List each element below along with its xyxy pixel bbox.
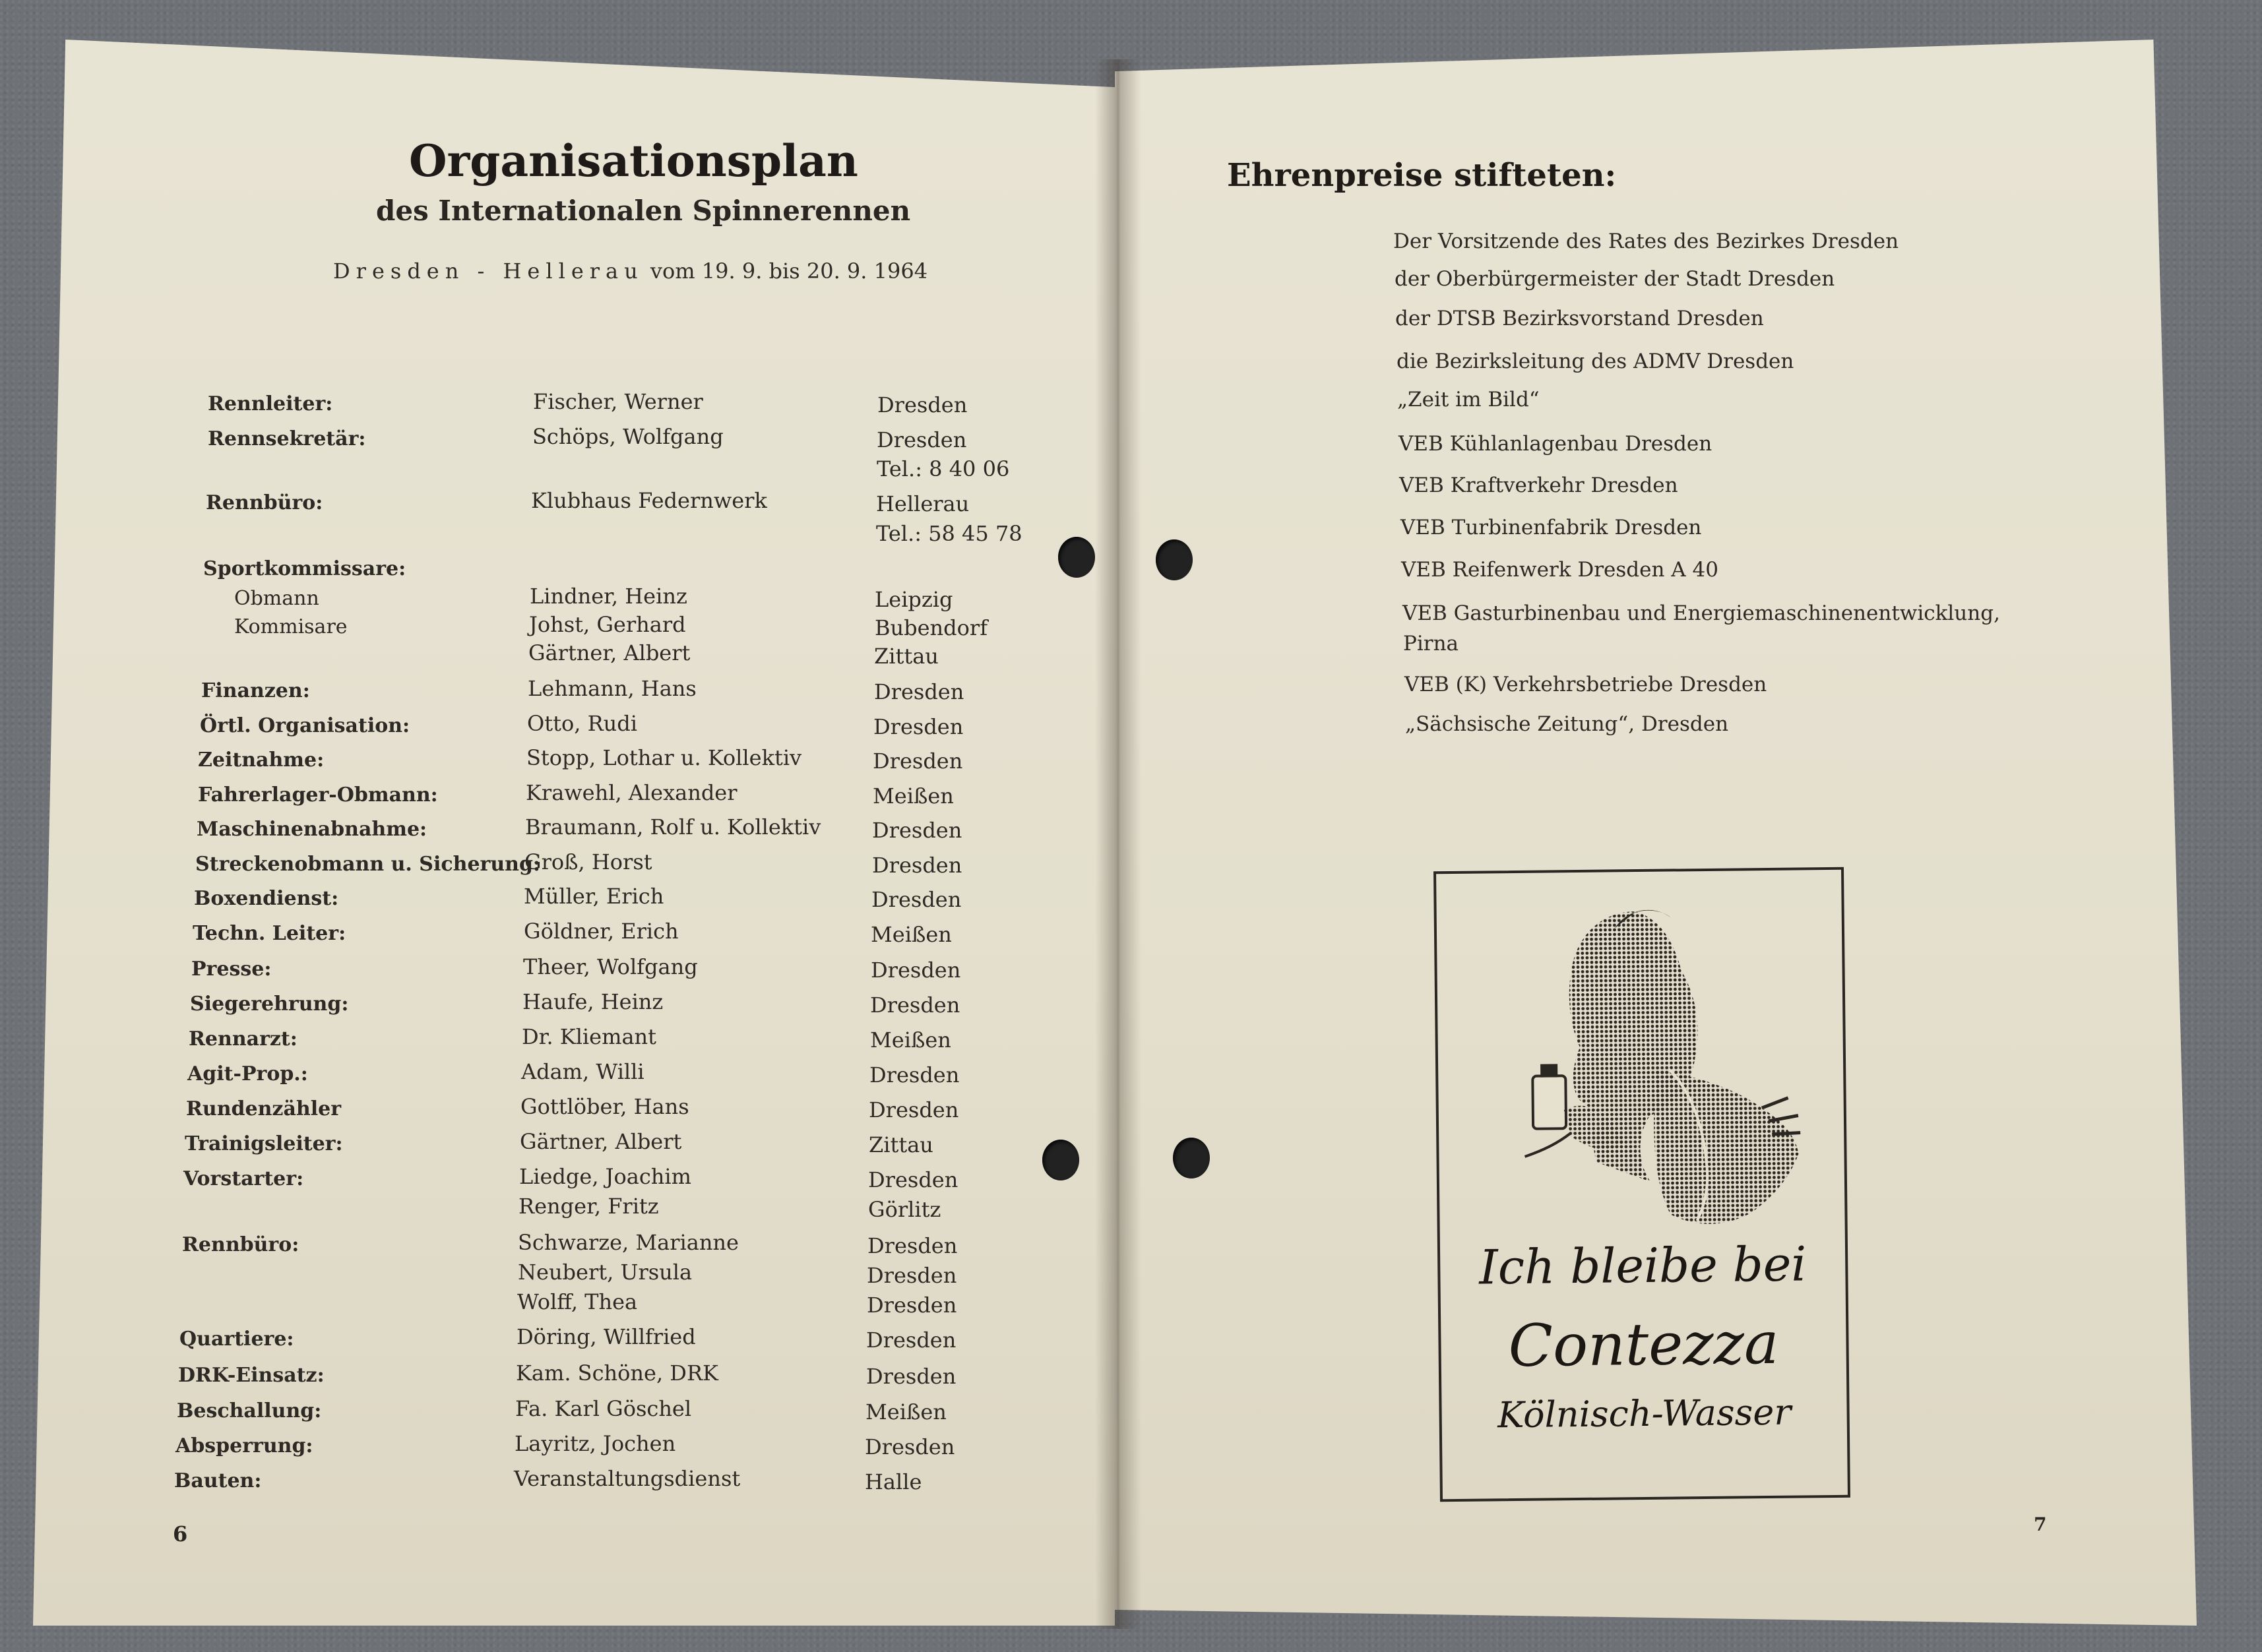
punch-hole [1173, 1138, 1210, 1178]
org-city: Meißen [865, 1399, 947, 1424]
org-city: Dresden [872, 853, 962, 878]
page-title: Organisationsplan [409, 135, 858, 187]
donor-item: VEB Kühlanlagenbau Dresden [1398, 432, 1712, 456]
donor-item: „Zeit im Bild“ [1397, 388, 1540, 412]
org-city: Dresden [870, 993, 960, 1018]
org-person: Adam, Willi [521, 1059, 644, 1084]
org-person: Dr. Kliemant [522, 1024, 656, 1049]
org-role: Rennbüro: [206, 491, 323, 514]
org-city: Dresden [868, 1167, 958, 1192]
org-city: Meißen [870, 1027, 951, 1053]
org-person: Döring, Willfried [517, 1324, 696, 1349]
org-person: Lindner, Heinz [530, 584, 687, 609]
donor-item: der DTSB Bezirksvorstand Dresden [1395, 307, 1764, 330]
perfume-advertisement [1433, 867, 1850, 1502]
org-city: Meißen [873, 783, 954, 809]
org-person: Haufe, Heinz [522, 989, 664, 1014]
org-role: Zeitnahme: [198, 749, 325, 772]
org-role: Vorstarter: [183, 1167, 304, 1190]
org-person: Renger, Fritz [518, 1194, 659, 1219]
page-number-left: 6 [173, 1521, 188, 1546]
org-role: Techn. Leiter: [193, 922, 346, 945]
org-city: Dresden [867, 1263, 957, 1288]
org-city: Dresden [873, 714, 964, 739]
donor-item: VEB Turbinenfabrik Dresden [1400, 516, 1702, 539]
org-person: Göldner, Erich [524, 919, 679, 944]
org-role: Rennbüro: [182, 1233, 299, 1256]
org-person: Kam. Schöne, DRK [516, 1361, 718, 1386]
donor-item: „Sächsische Zeitung“, Dresden [1405, 712, 1729, 736]
donor-item: Pirna [1403, 632, 1459, 656]
org-role: DRK-Einsatz: [178, 1364, 325, 1387]
org-person: Klubhaus Federnwerk [531, 488, 767, 513]
org-person: Fischer, Werner [533, 389, 703, 414]
event-dateline [333, 259, 927, 284]
ad-product: Kölnisch-Wasser [1497, 1391, 1792, 1436]
donor-item: VEB Reifenwerk Dresden A 40 [1401, 558, 1718, 582]
org-city: Dresden [867, 1293, 957, 1318]
org-person: Liedge, Joachim [519, 1164, 691, 1189]
org-person: Schöps, Wolfgang [532, 424, 724, 449]
org-person: Gottlöber, Hans [520, 1094, 689, 1119]
org-person: Layritz, Jochen [515, 1431, 676, 1456]
punch-hole [1042, 1140, 1079, 1180]
org-person: Johst, Gerhard [529, 612, 686, 637]
org-city: Dresden [877, 427, 967, 452]
org-city: Dresden [873, 749, 963, 774]
org-person: Gärtner, Albert [520, 1129, 682, 1154]
org-person: Braumann, Rolf u. Kollektiv [525, 814, 821, 840]
org-city: Dresden [865, 1434, 955, 1459]
org-person: Neubert, Ursula [518, 1260, 693, 1285]
org-city: Zittau [869, 1132, 933, 1157]
ad-slogan: Ich bleibe bei [1478, 1236, 1807, 1295]
org-person: Theer, Wolfgang [523, 954, 698, 979]
org-role: Agit-Prop.: [187, 1062, 308, 1086]
org-role: Sportkommissare: [203, 557, 406, 580]
org-role: Bauten: [174, 1469, 262, 1492]
org-city: Meißen [871, 922, 952, 947]
donor-item: VEB Gasturbinenbau und Energiemaschinenentwicklung, [1402, 601, 2000, 625]
donor-item: die Bezirksleitung des ADMV Dresden [1397, 350, 1794, 373]
donor-item: VEB Kraftverkehr Dresden [1399, 474, 1678, 497]
org-city: Bubendorf [875, 615, 988, 640]
punch-hole [1058, 537, 1095, 578]
donor-item: VEB (K) Verkehrsbetriebe Dresden [1404, 673, 1767, 696]
org-person: Fa. Karl Göschel [515, 1396, 692, 1421]
org-role: Presse: [191, 958, 272, 981]
page-subtitle: des Internationalen Spinnerennen [376, 195, 911, 227]
ad-brand: Contezza [1508, 1308, 1779, 1380]
org-role: Maschinenabnahme: [197, 818, 427, 841]
org-person: Lehmann, Hans [528, 676, 697, 701]
org-city: Dresden [871, 887, 962, 912]
org-role: Streckenobmann u. Sicherung: [195, 853, 541, 876]
donor-item: Der Vorsitzende des Rates des Bezirkes Dresden [1393, 229, 1899, 253]
org-city: Dresden [869, 1097, 959, 1122]
org-person: Müller, Erich [524, 884, 664, 909]
org-city: Dresden [869, 1062, 960, 1087]
org-city: Görlitz [868, 1197, 941, 1222]
org-city: Dresden [866, 1328, 957, 1353]
org-city: Hellerau [876, 491, 970, 516]
event-dates: vom 19. 9. bis 20. 9. 1964 [650, 259, 928, 284]
page-number-right: 7 [2034, 1514, 2047, 1535]
org-person: Stopp, Lothar u. Kollektiv [526, 745, 802, 770]
org-city: Dresden [867, 1233, 958, 1258]
org-person: Schwarze, Marianne [518, 1230, 739, 1255]
org-role: Siegerehrung: [190, 993, 349, 1016]
org-role: Absperrung: [175, 1434, 313, 1457]
org-role: Rennarzt: [189, 1027, 298, 1051]
org-person: Veranstaltungsdienst [514, 1466, 741, 1491]
org-person: Gärtner, Albert [528, 640, 691, 665]
org-city: Zittau [874, 644, 939, 669]
org-city: Dresden [872, 818, 962, 843]
org-city: Tel.: 8 40 06 [877, 456, 1010, 481]
org-city: Halle [865, 1469, 922, 1494]
org-city: Dresden [874, 679, 964, 704]
org-city: Leipzig [875, 587, 953, 612]
event-place: Dresden - Hellerau [333, 259, 644, 284]
org-role: Rennsekretär: [208, 427, 366, 450]
org-city: Dresden [877, 392, 968, 417]
punch-hole [1156, 539, 1193, 580]
donors-title: Ehrenpreise stifteten: [1227, 157, 1617, 194]
book-spine [1095, 59, 1141, 1629]
org-person: Krawehl, Alexander [526, 780, 738, 805]
donor-item: der Oberbürgermeister der Stadt Dresden [1395, 267, 1835, 291]
org-role: Örtl. Organisation: [200, 714, 410, 737]
org-role: Fahrerlager-Obmann: [198, 783, 438, 807]
org-role: Beschallung: [177, 1399, 322, 1423]
org-city: Tel.: 58 45 78 [876, 521, 1022, 546]
org-role: Quartiere: [179, 1328, 294, 1351]
org-role: Trainigsleiter: [185, 1132, 343, 1155]
org-city: Dresden [866, 1364, 957, 1389]
org-role: Kommisare [234, 615, 348, 638]
org-role: Finanzen: [201, 679, 310, 702]
org-person: Groß, Horst [524, 849, 652, 874]
org-role: Boxendienst: [194, 887, 339, 910]
org-person: Otto, Rudi [527, 711, 637, 736]
org-city: Dresden [871, 958, 961, 983]
org-person: Wolff, Thea [517, 1289, 638, 1314]
org-role: Rundenzähler [186, 1097, 342, 1120]
org-role: Rennleiter: [208, 392, 333, 415]
org-role: Obmann [234, 587, 319, 610]
